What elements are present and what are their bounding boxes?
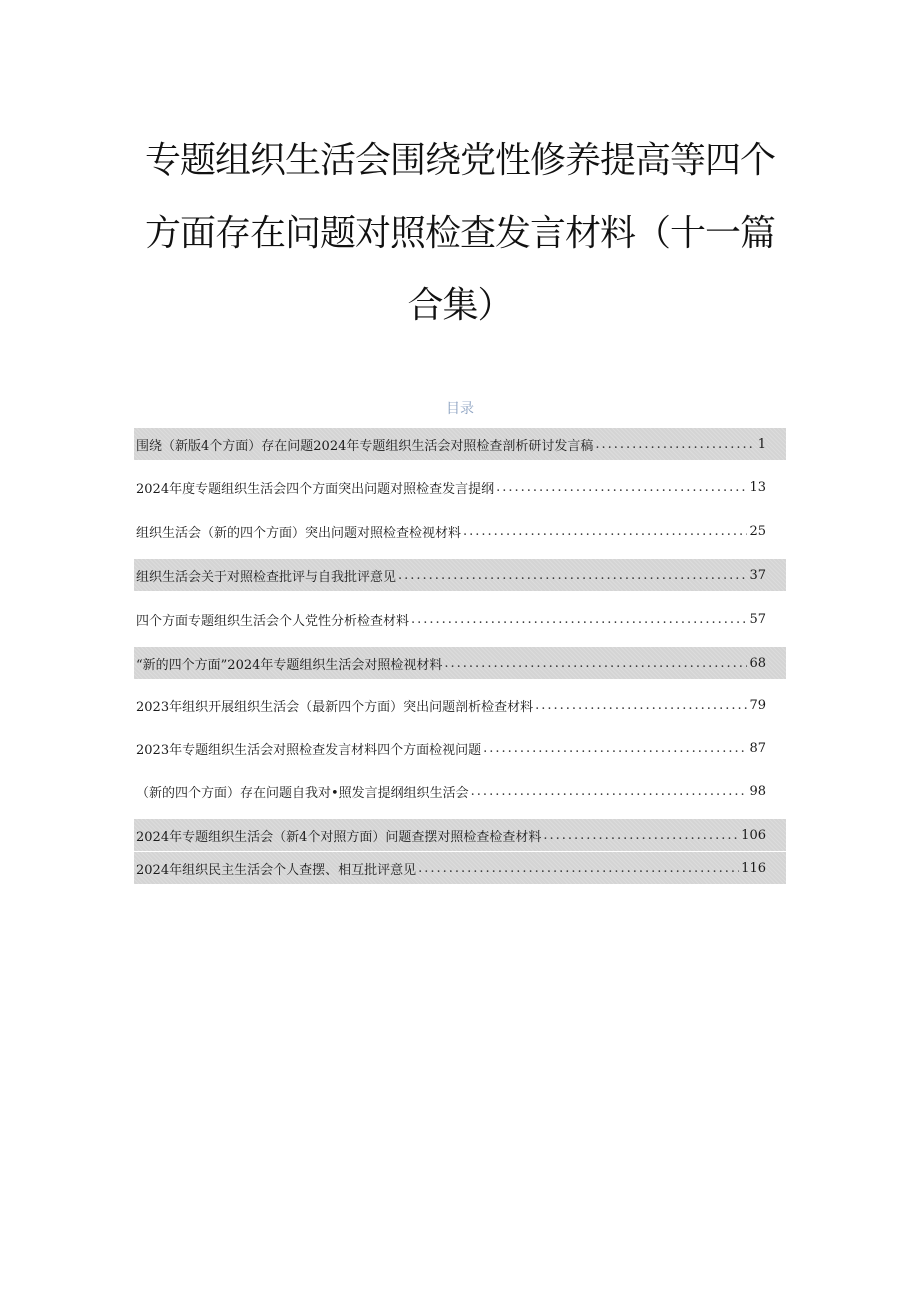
toc-entry[interactable] [134,559,786,591]
toc-entry-page-number: 68 [749,655,766,671]
toc-entry-page-number: 98 [749,783,766,799]
toc-entry[interactable] [134,647,786,679]
toc-entry[interactable] [134,689,786,721]
toc-leader-dots [398,568,747,583]
toc-leader-dots [535,698,747,713]
toc-entry[interactable] [134,471,786,503]
toc-entry[interactable] [134,732,786,764]
toc-entry-page-number: 79 [749,697,766,713]
toc-leader-dots [463,524,747,539]
toc-entry[interactable] [134,852,786,884]
toc-entry-title: 四个方面专题组织生活会个人党性分析检查材料 [136,613,410,629]
toc-leader-dots [595,437,755,452]
toc-entry-title: 组织生活会（新的四个方面）突出问题对照检查检视材料 [136,525,462,541]
toc-leader-dots [418,861,739,876]
toc-entry-title: 围绕（新版4个方面）存在问题2024年专题组织生活会对照检查剖析研讨发言稿 [136,438,594,454]
toc-entry-page-number: 106 [741,827,766,843]
toc-leader-dots [496,480,747,495]
toc-entry-title: “新的四个方面”2024年专题组织生活会对照检视材料 [136,657,443,673]
toc-entry-page-number: 13 [749,479,766,495]
title-line-1: 专题组织生活会围绕党性修养提高等四个 [144,140,775,181]
toc-entry[interactable] [134,515,786,547]
toc-entry-page-number: 116 [741,860,766,876]
toc-entry[interactable] [134,775,786,807]
document-title [140,128,780,324]
toc-entry-title: 组织生活会关于对照检查批评与自我批评意见 [136,569,397,585]
toc-entry-page-number: 1 [757,436,766,452]
toc-entry-page-number: 37 [749,567,766,583]
toc-entry-title: 2024年组织民主生活会个人查摆、相互批评意见 [136,862,417,878]
toc-entry-title: 2024年专题组织生活会（新4个对照方面）问题查摆对照检查检查材料 [136,829,542,845]
toc-entry-page-number: 25 [749,523,766,539]
toc-entry-page-number: 87 [749,740,766,756]
toc-entry-title: 2024年度专题组织生活会四个方面突出问题对照检查发言提纲 [136,481,495,497]
toc-entry[interactable] [134,819,786,851]
toc-entry[interactable] [134,428,786,460]
title-line-3: 合集） [407,285,513,326]
toc-heading: 目录 [446,401,474,417]
toc-leader-dots [444,656,747,671]
toc-leader-dots [543,828,739,843]
toc-leader-dots [411,612,747,627]
toc-leader-dots [483,741,747,756]
toc-entry-title: 2023年专题组织生活会对照检查发言材料四个方面检视问题 [136,742,482,758]
toc-entry-title: 2023年组织开展组织生活会（最新四个方面）突出问题剖析检查材料 [136,699,534,715]
toc-entry-title: （新的四个方面）存在问题自我对•照发言提纲组织生活会 [136,785,469,801]
title-line-2: 方面存在问题对照检查发言材料（十一篇 [144,213,775,254]
toc-entry[interactable] [134,603,786,635]
toc-leader-dots [471,784,748,799]
toc-entry-page-number: 57 [749,611,766,627]
